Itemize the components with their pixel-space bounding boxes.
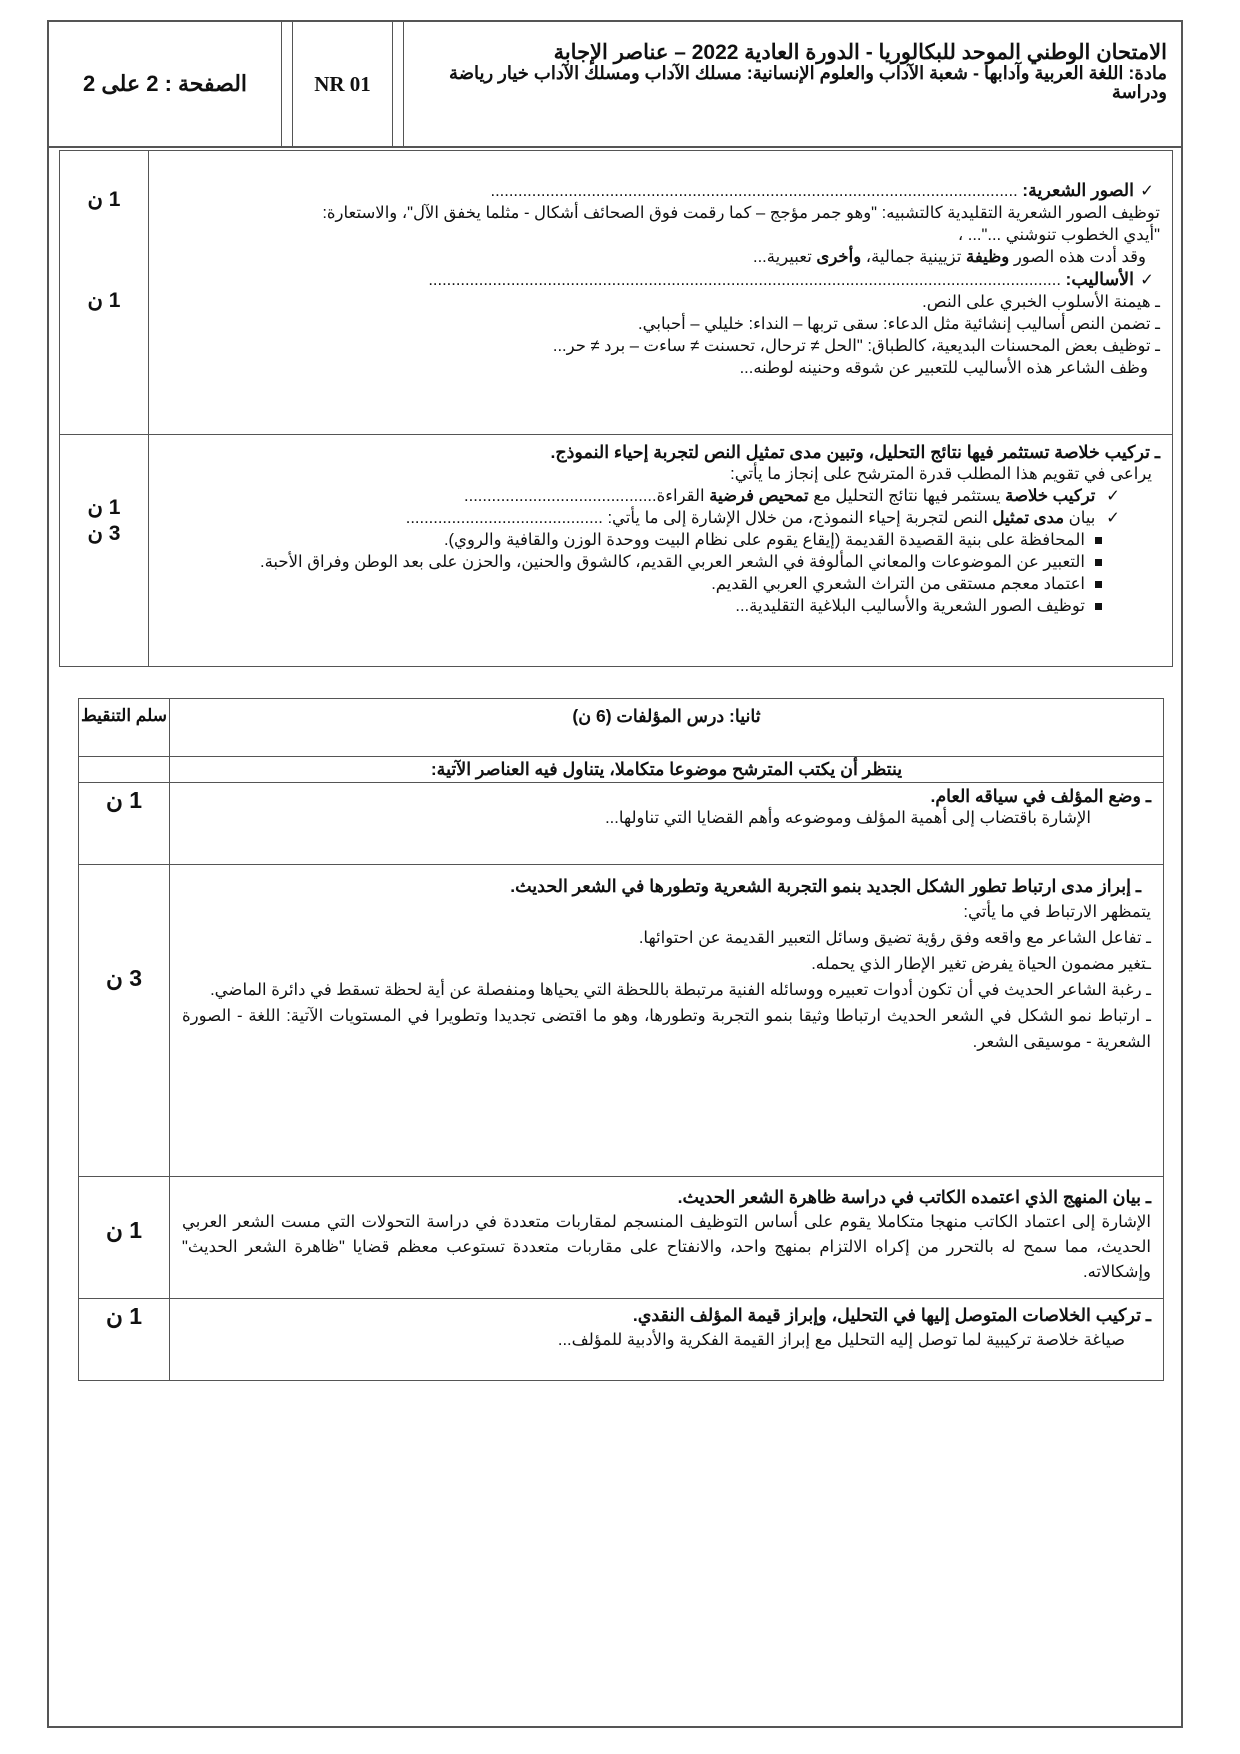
exam-title: [404, 22, 1181, 146]
part1-table: [59, 150, 1173, 667]
exam-title-line2: مادة: اللغة العربية وآدابها - شعبة الآداب والعلوم الإنسانية: مسلك الآداب ومسلك الآداب خيار رياضة ودراسة: [449, 63, 1167, 102]
answer-cell: ـ بيان المنهج الذي اعتمده الكاتب في دراسة ظاهرة الشعر الحديث. الإشارة إلى اعتماد الكاتب منهجا متكاملا يقوم على أساس التوظيف المنسجم لمقاربات متعددة في دراسة التحولات التي مست الشعر العربي الحديث، مما سمح له بالتحرر من إكراه الالتزام بمنهج واحد، والانفتاح على مقاربات متعددة تستوعب معظم قضايا "ظاهرة الشعر الحديث" وإشكالاته.: [170, 1177, 1164, 1299]
score-header: سلم التنقيط: [79, 699, 170, 757]
table-row: [60, 435, 1173, 667]
check-icon: ✓: [1140, 271, 1154, 289]
score-cell: 1 ن 1 ن: [60, 151, 149, 435]
table-row: [60, 151, 1173, 435]
bullet-icon: [1095, 603, 1102, 610]
table-row: [79, 865, 1164, 1177]
score-cell: 1 ن 3 ن: [60, 435, 149, 667]
check-icon: ✓: [1106, 509, 1120, 527]
answer-cell: ✓الصور الشعرية: ................................................................................................................... توظيف الصور الشعرية التقليدية كالتشبيه: "وهو جمر مؤجج – كما رقمت فوق الصحائف أشكال - مثلما يخفق الآل"، والاستعارة: "أيدي الخطوب تنوشني ..."... ، وقد أدت هذه الصور وظيفة تزيينية جمالية، وأخرى تعبيرية... ✓الأساليب: .......................................................................................................................................... ـ هيمنة الأسلوب الخبري على النص. ـ تضمن النص أساليب إنشائية مثل الدعاء: سقى تربها – النداء: خليلي – أحبابي. ـ توظيف بعض المحسنات البديعية، كالطباق: "الحل ≠ ترحال، تحسنت ≠ ساءت – برد ≠ حر... وظف الشاعر هذه الأساليب للتعبير عن شوقه وحنينه لوطنه...: [149, 151, 1173, 435]
section-subtitle: ينتظر أن يكتب المترشح موضوعا متكاملا، يتناول فيه العناصر الآتية:: [170, 757, 1164, 783]
score-cell: 1 ن: [79, 783, 170, 865]
score-cell: 3 ن: [79, 865, 170, 1177]
table-row: [79, 1177, 1164, 1299]
bullet-icon: [1095, 581, 1102, 588]
score-cell: 1 ن: [79, 1177, 170, 1299]
answer-cell: ـ وضع المؤلف في سياقه العام. الإشارة باقتضاب إلى أهمية المؤلف وموضوعه وأهم القضايا التي تناولها...: [170, 783, 1164, 865]
answer-cell: ـ إبراز مدى ارتباط تطور الشكل الجديد بنمو التجربة الشعرية وتطورها في الشعر الحديث. يتمظهر الارتباط في ما يأتي: ـ تفاعل الشاعر مع واقعه وفق رؤية تضيق وسائل التعبير القديمة عن احتوائها. ـتغير مضمون الحياة يفرض تغير الإطار الذي يحمله. ـ رغبة الشاعر الحديث في أن تكون أدوات تعبيره ووسائله الفنية مرتبطة باللحظة التي يحياها ومنفصلة عن أية لحظة تسقط في دائرة الماضي. ـ ارتباط نمو الشكل في الشعر الحديث ارتباطا وثيقا بنمو التجربة وتطورها، وهو ما اقتضى تجديدا وتطويرا في المستويات الآتية: اللغة - الصورة الشعرية - موسيقى الشعر.: [170, 865, 1164, 1177]
part2-table: [78, 698, 1164, 1381]
check-icon: ✓: [1106, 487, 1120, 505]
exam-code: NR 01: [293, 22, 393, 146]
table-row: [79, 699, 1164, 757]
exam-header: [49, 22, 1181, 148]
table-row: [79, 783, 1164, 865]
table-row: [79, 1299, 1164, 1381]
answer-cell: ـ تركيب الخلاصات المتوصل إليها في التحليل، وإبراز قيمة المؤلف النقدي. صياغة خلاصة تركيبية لما توصل إليه التحليل مع إبراز القيمة الفكرية والأدبية للمؤلف...: [170, 1299, 1164, 1381]
score-cell: 1 ن: [79, 1299, 170, 1381]
bullet-icon: [1095, 559, 1102, 566]
page-number: الصفحة : 2 على 2: [49, 22, 282, 146]
answer-cell: ـ تركيب خلاصة تستثمر فيها نتائج التحليل، وتبين مدى تمثيل النص لتجربة إحياء النموذج. يراعى في تقويم هذا المطلب قدرة المترشح على إنجاز ما يأتي: ✓ تركيب خلاصة يستثمر فيها نتائج التحليل مع تمحيص فرضية القراءة.......................................... ✓ بيان مدى تمثيل النص لتجربة إحياء النموذج، من خلال الإشارة إلى ما يأتي: ........................................... المحافظة على بنية القصيدة القديمة (إيقاع يقوم على نظام البيت ووحدة الوزن والقافية والروي). التعبير عن الموضوعات والمعاني المألوفة في الشعر العربي القديم، كالشوق والحنين، والحزن على بعد الوطن وفراق الأحبة. اعتماد معجم مستقى من التراث الشعري العربي القديم. توظيف الصور الشعرية والأساليب البلاغية التقليدية...: [149, 435, 1173, 667]
bullet-icon: [1095, 537, 1102, 544]
section-title: ثانيا: درس المؤلفات (6 ن): [170, 699, 1164, 757]
exam-title-line1: الامتحان الوطني الموحد للبكالوريا - الدورة العادية 2022 – عناصر الإجابة: [553, 41, 1167, 64]
check-icon: ✓: [1140, 182, 1154, 200]
table-row: [79, 757, 1164, 783]
